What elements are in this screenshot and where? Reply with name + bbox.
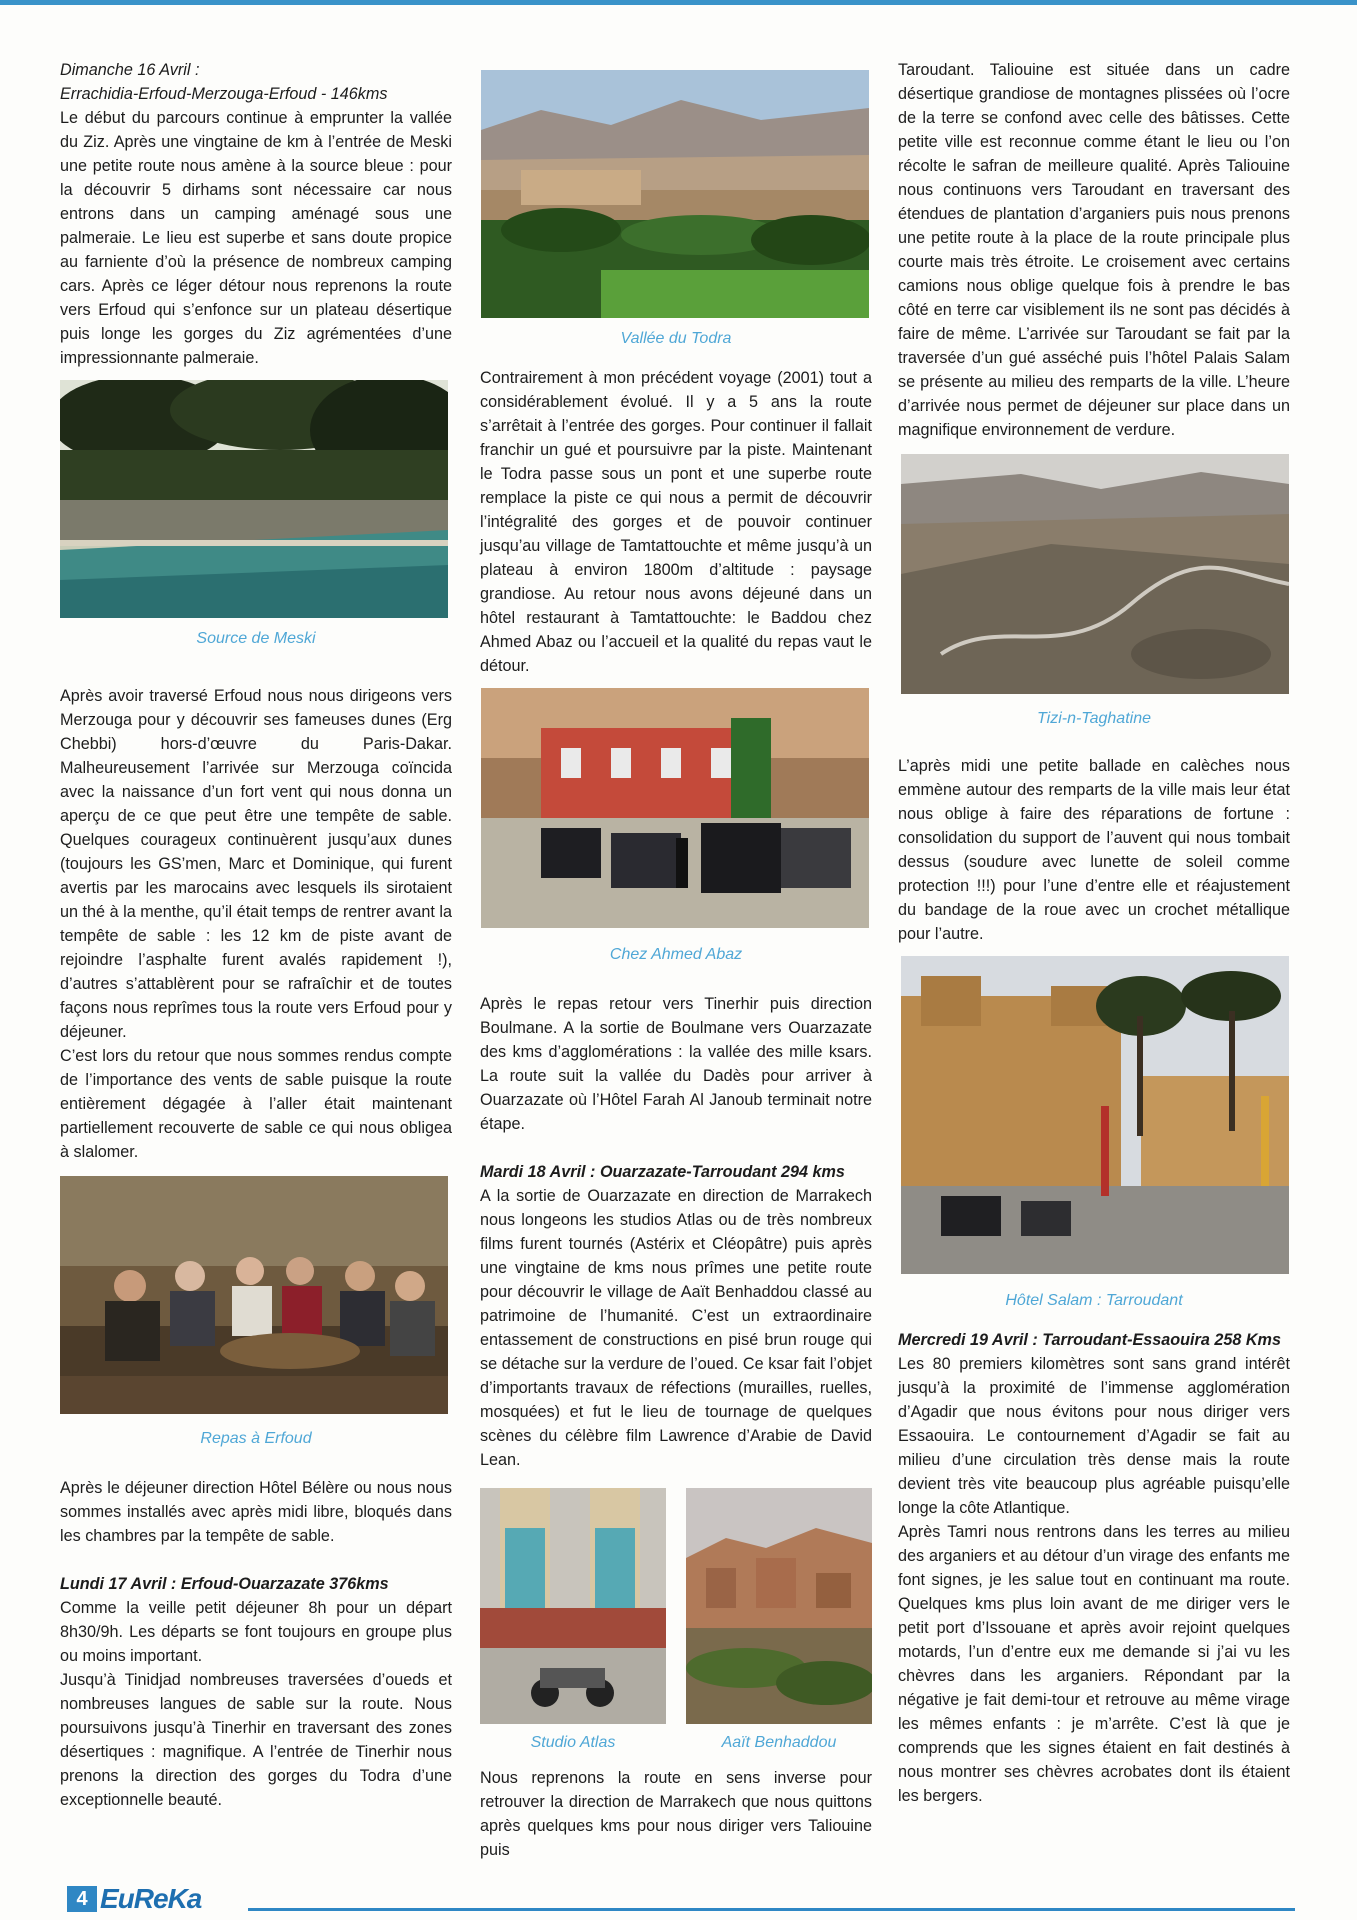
paragraph: Nous reprenons la route en sens inverse pour retrouver la direction de Marrakech que nous quittons après quelques kms pour nous diriger vers Taliouine puis [480, 1769, 872, 1859]
photo-source-meski [60, 380, 448, 618]
section-heading-day3: Mardi 18 Avril : Ouarzazate-Tarroudant 294 kms [480, 1163, 845, 1181]
paragraph: Taroudant. Taliouine est située dans un cadre désertique grandiose de montagnes plissées où l’ocre de la terre se confond avec celle des bâtisses. Cette petite ville est reconnue comme étant le lieu ou l’on récolte le safran de meilleure qualité. Après Taliouine nous continuons vers Taroudant en traversant des étendues de plantation d’arganiers puis nous prenons une petite route à la place de la route principale plus courte mais très étroite. Le croisement avec certains camions nous oblige quelque fois à prendre le bas côté en terre car visiblement ils ne sont pas décidés à faire de même. L’arrivée sur Taroudant se fait par la traversée d’un gué asséché puis l’hôtel Palais Salam se présente au milieu des remparts de la ville. L’heure d’arrivée nous permet de déjeuner sur place dans un magnifique environnement de verdure. [898, 61, 1290, 439]
top-accent-line [0, 0, 1357, 5]
photo-pair [480, 1488, 872, 1754]
paragraph: C’est lors du retour que nous sommes rendus compte de l’importance des vents de sable puisque la route entièrement dégagée à l’aller était maintenant partiellement recouverte de sable ce qui nous obligea à slalomer. [60, 1047, 452, 1161]
caption-vallee-todra: Vallée du Todra [620, 330, 732, 347]
paragraph: Après le repas retour vers Tinerhir puis direction Boulmane. A la sortie de Boulmane vers Ouarzazate des kms d’agglomérations : la vallée des mille ksars. La route suit la vallée du Dadès pour arriver à Ouarzazate où l’Hôtel Farah Al Janoub terminait notre étape. [480, 995, 872, 1133]
paragraph: Après avoir traversé Erfoud nous nous dirigeons vers Merzouga pour y découvrir ses fameuses dunes (Erg Chebbi) hors-d’œuvre du Paris-Dakar. Malheureusement l’arrivée sur Merzouga coïncida avec la naissance d’un fort vent qui nous donna un aperçu de ce que peut être une tempête de sable. Quelques courageux continuèrent jusqu’aux dunes (toujours les GS’men, Marc et Dominique, qui furent avertis par les marocains avec lesquels ils sirotaient un thé à la menthe, qu’il était temps de rentrer avant la tempête de sable : les 12 km de piste avant de rejoindre l’asphalte furent avalés rapidement !), d’autres s’attablèrent pour se rafraîchir et de toutes façons nous reprîmes tous la route vers Erfoud pour y déjeuner. [60, 687, 452, 1041]
photo-repas-erfoud [60, 1176, 448, 1414]
paragraph: Jusqu’à Tinidjad nombreuses traversées d’oueds et nombreuses langues de sable sur la route. Nous poursuivons jusqu’à Tinerhir en traversant des zones désertiques : magnifique. A l’entrée de Tinerhir nous prenons la direction des gorges du Todra d’une exceptionnelle beauté. [60, 1671, 452, 1809]
page-number: 4 [67, 1886, 97, 1912]
paragraph: A la sortie de Ouarzazate en direction de Marrakech nous longeons les studios Atlas ou de très nombreux films furent tournés (Astérix et Cléopâtre) puis après une vingtaine de kms nous prîmes une petite route pour découvrir le village de Aaït Benhaddou classé au patrimoine de l’humanité. C’est un extraordinaire entassement de constructions en pisé brun rouge qui se détache sur la verdure de l’oued. Ce ksar fait l’objet d’importants travaux de réfections (murailles, ruelles, mosquées) et fut le lieu de tournage de quelques scènes du célèbre film Lawrence d’Arabie de David Lean. [480, 1187, 872, 1469]
column-left [60, 58, 452, 1812]
photo-ait-benhaddou [686, 1488, 872, 1724]
figure-ait-benhaddou [686, 1488, 872, 1754]
magazine-logo: EuReKa [100, 1883, 202, 1914]
figure-studio-atlas [480, 1488, 666, 1754]
paragraph: Comme la veille petit déjeuner 8h pour un départ 8h30/9h. Les départs se font toujours en groupe plus ou moins important. [60, 1599, 452, 1665]
photo-vallee-todra [481, 70, 869, 318]
paragraph: Après le déjeuner direction Hôtel Bélère ou nous nous sommes installés avec après midi libre, bloqués dans les chambres par la tempête de sable. [60, 1479, 452, 1545]
caption-ait-benhaddou: Aaït Benhaddou [721, 1734, 837, 1751]
caption-chez-ahmed-abaz: Chez Ahmed Abaz [609, 946, 743, 963]
paragraph: Après Tamri nous rentrons dans les terres au milieu des arganiers et au détour d’un virage des enfants me font signes, je les salue tout en continuant ma route. Quelques kms plus loin avant de me diriger vers le petit port d’Issouane et après avoir rejoint quelques motards, l’un d’entre eux me demande si j’ai vu les chèvres dans les arganiers. Répondant par la négative je fait demi-tour et retrouve au même virage les mêmes enfants : je m’arrête. C’est là que je comprends que les signes étaient en fait destinés à nous montrer ses chèvres acrobates dont ils étaient les bergers. [898, 1523, 1290, 1805]
footer-rule [248, 1908, 1295, 1911]
section-heading-day1-route: Errachidia-Erfoud-Merzouga-Erfoud - 146kms [60, 85, 388, 103]
caption-tizi-n-taghatine: Tizi-n-Taghatine [1037, 710, 1151, 727]
photo-tizi-n-taghatine [901, 454, 1289, 694]
column-middle [480, 58, 872, 1862]
section-heading-day1-date: Dimanche 16 Avril : [60, 61, 200, 79]
paragraph: Les 80 premiers kilomètres sont sans grand intérêt jusqu’à la proximité de l’immense agglomération d’Agadir que nous évitons pour nous diriger vers Essaouira. Le contournement d’Agadir se fait au milieu d’une circulation très dense mais la route devient très vite beaucoup plus agréable puisqu’elle longe la côte Atlantique. [898, 1355, 1290, 1517]
photo-hotel-salam [901, 956, 1289, 1274]
caption-source-meski: Source de Meski [196, 630, 316, 647]
photo-chez-ahmed-abaz [481, 688, 869, 928]
paragraph: Contrairement à mon précédent voyage (2001) tout a considérablement évolué. Il y a 5 ans la route s’arrêtait à l’entrée des gorges. Pour continuer il fallait franchir un gué et poursuivre par la piste. Maintenant le Todra passe sous un pont et une superbe route remplace la piste ce qui nous a permit de découvrir l’intégralité des gorges et de pouvoir continuer jusqu’au village de Tamtattouchte et même jusqu’à un plateau à environ 1800m d’altitude : paysage grandiose. Au retour nous avons déjeuné dans un hôtel restaurant à Tamtattouchte: le Baddou chez Ahmed Abaz ou l’accueil et la qualité du repas vaut le détour. [480, 369, 872, 675]
caption-hotel-salam: Hôtel Salam : Tarroudant [1005, 1292, 1183, 1309]
photo-studio-atlas [480, 1488, 666, 1724]
paragraph: Le début du parcours continue à emprunter la vallée du Ziz. Après une vingtaine de km à l’entrée de Meski une petite route nous amène à la source bleue : pour la découvrir 5 dirhams sont nécessaire car nous entrons dans un camping aménagé sous une palmeraie. Le lieu est superbe et sans doute propice au farniente d’où la présence de nombreux camping cars. Après ce léger détour nous reprenons la route vers Erfoud qui s’enfonce sur un plateau désertique puis longe les gorges du Ziz agrémentées d’une impressionnante palmeraie. [60, 109, 452, 367]
paragraph: L’après midi une petite ballade en calèches nous emmène autour des remparts de la ville mais leur état nous oblige à faire des réparations de fortune : consolidation du support de l’auvent qui nous tombait dessus (soudure avec lunette de soleil comme protection !!!) pour l’une d’entre elle et réajustement du bandage de la roue avec un crochet métallique pour l’autre. [898, 757, 1290, 943]
caption-repas-erfoud: Repas à Erfoud [200, 1430, 312, 1447]
caption-studio-atlas: Studio Atlas [530, 1734, 616, 1751]
section-heading-day2: Lundi 17 Avril : Erfoud-Ouarzazate 376kms [60, 1575, 389, 1593]
column-right [898, 58, 1290, 1808]
section-heading-day4: Mercredi 19 Avril : Tarroudant-Essaouira 258 Kms [898, 1331, 1281, 1349]
